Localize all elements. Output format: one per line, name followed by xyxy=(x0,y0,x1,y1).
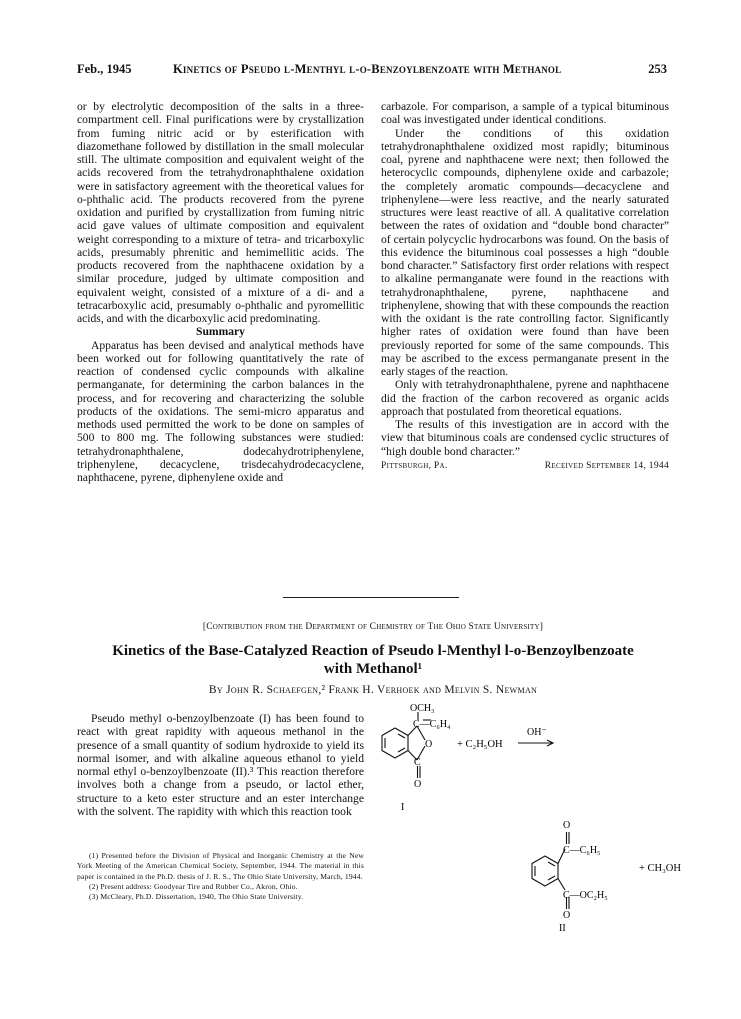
compound-i-scheme xyxy=(375,703,575,828)
right-paragraph-4: The results of this investigation are in accord with the view that bituminous coals are condensed cyclic structures of “high double bond character.” xyxy=(381,418,669,458)
compound-ii-ester-oxygen: O xyxy=(563,910,571,921)
compound-ii-c-c6h5: C—C₆H₅ xyxy=(563,845,601,856)
compound-ii-benzene-ring xyxy=(532,856,558,886)
contribution-line: [Contribution from the Department of Chemistry of The Ohio State University] xyxy=(202,622,544,632)
article-title-line-1: Kinetics of the Base-Catalyzed Reaction of Pseudo l-Menthyl l-o-Benzoylbenzoate xyxy=(112,643,634,659)
footnote-1: (1) Presented before the Division of Physical and Inorganic Chemistry at the New York Meeting of the American Chemical Society, September, 1944. The material in this paper is contained in the Ph.D. thesis of J. R. S., The Ohio State University, March, 1944. xyxy=(77,851,364,881)
compound-i-carbonyl-o: O xyxy=(414,779,422,790)
section-divider xyxy=(283,597,459,598)
running-header xyxy=(77,62,667,80)
article-body xyxy=(77,712,364,818)
compound-i-c-c6h4: C—C₆H₄ xyxy=(413,719,451,730)
summary-heading: Summary xyxy=(196,325,245,339)
article-intro-paragraph: Pseudo methyl o-benzoylbenzoate (I) has been found to react with great rapidity with aqueous methanol in the presence of a small quantity of sodium hydroxide to yield its normal isomer, and with alkaline aqueous ethanol to yield normal ethyl o-benzoylbenzoate (II).³ This reaction therefore involves both a change from a pseudo, or lactol ether, structure to a keto ester structure and an ester interchange with the solvent. The rapidity with which this reaction took xyxy=(77,712,364,818)
catalyst-hydroxide: OH⁻ xyxy=(527,727,547,738)
right-paragraph-2: Under the conditions of this oxidation tetrahydronaphthalene oxidized most rapidly; bituminous coal, pyrene and naphthacene were next; then followed the heterocyclic compounds, diphenylene oxide and carbazole; the completely aromatic compounds—decacyclene and triphenylene—were less reactive, and the nearly saturated structures were least reactive of all. A qualitative correlation between the rates of oxidation and “double bond character” of certain polycyclic hydrocarbons was found. On the basis of this evidence the bituminous coal possesses a high “double bond character.” Satisfactory first order relations with respect to alkaline permanganate were found in the reactions with tetrahydronaphthalene, pyrene, naphthacene and triphenylene, showing that with these compounds the reaction with the oxidant is the rate controlling factor. Significantly higher rates of oxidation were found than have been previously reported for some of the same compounds. This may be ascribed to the excess permanganate present in the early stages of the reaction. xyxy=(381,126,669,378)
footnotes xyxy=(77,851,364,902)
article-title-line-2: with Methanol¹ xyxy=(323,661,423,677)
right-paragraph-3: Only with tetrahydronaphthalene, pyrene and naphthacene did the fraction of the carbon recovered as organic acids approach that postulated from theoretical equations. xyxy=(381,378,669,418)
compound-i-benzene-ring xyxy=(382,728,408,758)
signature-place: Pittsburgh, Pa. xyxy=(381,460,448,471)
reagent-ethanol: + C₂H₅OH xyxy=(457,739,503,750)
compound-ii-scheme xyxy=(524,820,704,935)
header-running-title: Kinetics of Pseudo l-Menthyl l-o-Benzoylbenzoate with Methanol xyxy=(173,62,562,76)
article-title xyxy=(77,642,669,678)
compound-ii-ester-group: C—OC₂H₅ xyxy=(563,890,608,901)
right-column xyxy=(381,100,669,474)
compound-i-carbonyl-c: C xyxy=(414,757,421,768)
author-line: By John R. Schaefgen,² Frank H. Verhoek and Melvin S. Newman xyxy=(208,684,538,696)
compound-ii-ketone-oxygen: O xyxy=(563,820,571,831)
compound-ii-label: II xyxy=(559,923,566,934)
right-paragraph-1: carbazole. For comparison, a sample of a typical bituminous coal was investigated under identical conditions. xyxy=(381,100,669,127)
header-date: Feb., 1945 xyxy=(77,62,132,76)
page-number: 253 xyxy=(648,62,667,76)
compound-i-ring-oxygen: O xyxy=(425,739,433,750)
continued-paragraph: or by electrolytic decomposition of the salts in a three-compartment cell. Final purifications were by crystallization from fuming nitric acid or by esterification with diazomethane followed by distillation in the small molecular still. The ultimate composition and equivalent weight of the acids recovered from the tetrahydronaphthalene oxidation were in satisfactory agreement with the theoretical values for o-phthalic acid. The products recovered from the pyrene oxidation and purified by crystallization from fuming nitric acid gave values of ultimate composition and equivalent weight corresponding to a mixture of tetra- and tricarboxylic acids, presumably phrenitic and hemimellitic acids. The products recovered from the naphthacene oxidation by a similar procedure, judged by ultimate composition and equivalent weight, consisted of a mixture of a di- and a tetracarboxylic acid, presumably o-phthalic and pyromellitic acids, and with the dicarboxylic acid predominating. xyxy=(77,100,364,325)
signature-received: Received September 14, 1944 xyxy=(544,460,669,471)
byproduct-methanol: + CH₃OH xyxy=(639,863,681,874)
reaction-arrow xyxy=(518,740,553,746)
compound-i-label: I xyxy=(401,802,405,813)
footnote-3: (3) McCleary, Ph.D. Dissertation, 1940, The Ohio State University. xyxy=(89,892,304,902)
footnote-2: (2) Present address: Goodyear Tire and Rubber Co., Akron, Ohio. xyxy=(89,881,298,891)
summary-paragraph: Apparatus has been devised and analytical methods have been worked out for following quantitatively the rate of reaction of condensed cyclic compounds with alkaline permanganate, for determining the carbon balances in the process, and for recovering and characterizing the soluble products of the oxidations. The semi-micro apparatus and methods used permitted the work to be done on samples of 500 to 800 mg. The following substances were studied: tetrahydronaphthalene, dodecahydrotriphenylene, triphenylene, decacyclene, trisdecahydrodecacyclene, naphthacene, pyrene, diphenylene oxide and xyxy=(77,338,364,484)
compound-i-och3: OCH₃ xyxy=(410,703,435,714)
left-column xyxy=(77,100,364,484)
signature-line xyxy=(381,460,669,474)
